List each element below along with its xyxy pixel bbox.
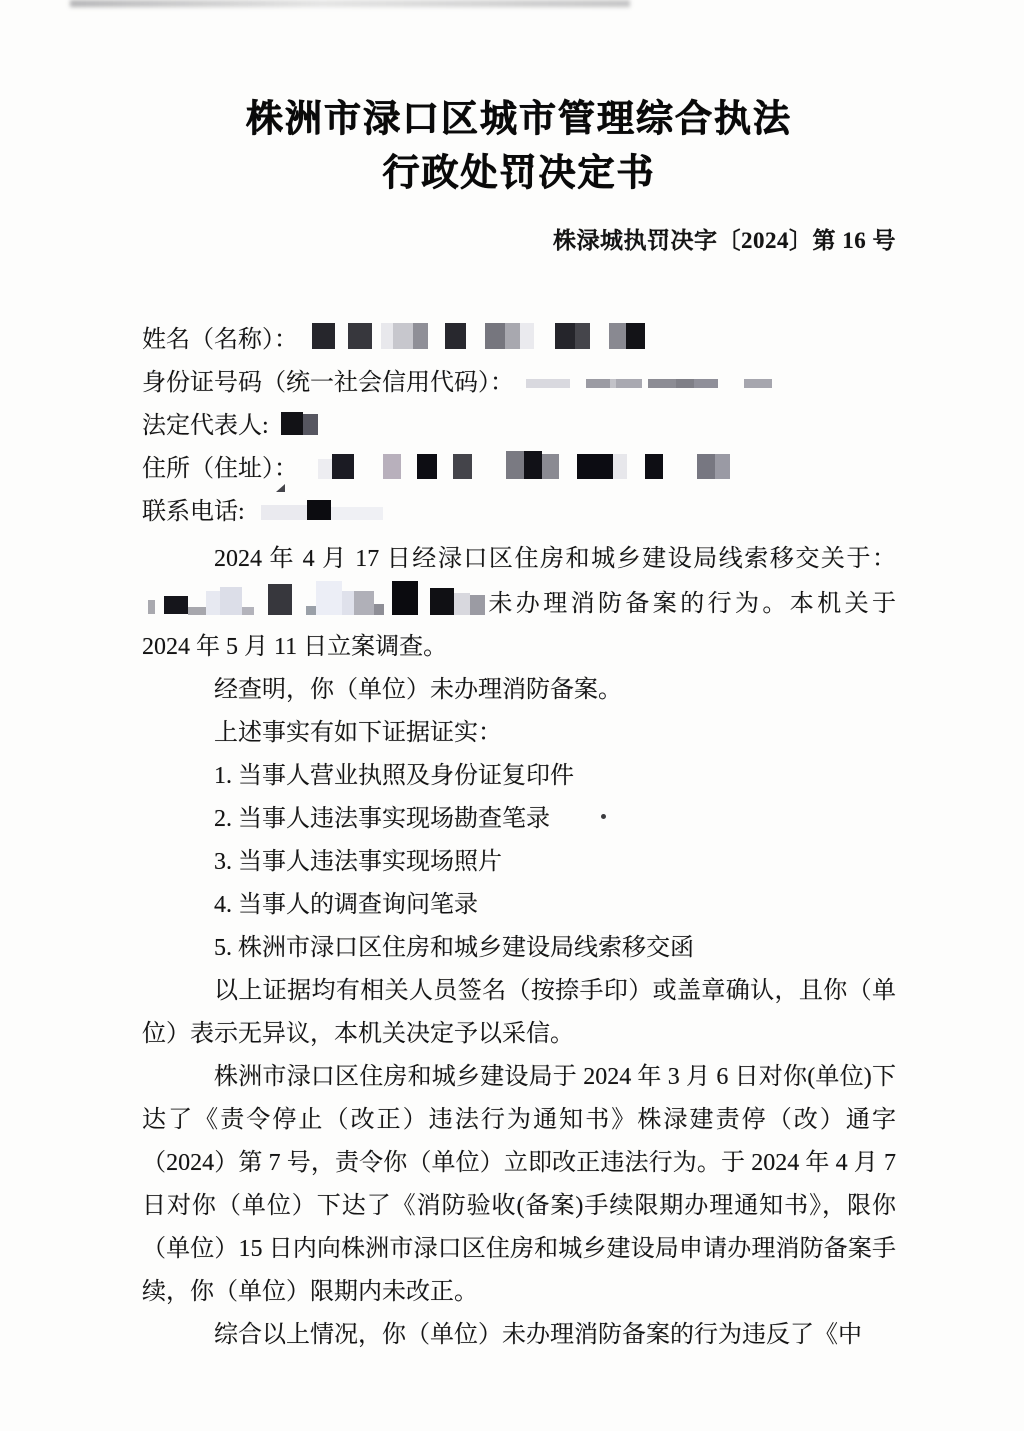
redaction-gap <box>418 585 430 615</box>
redaction-pixel-block <box>430 588 454 615</box>
redaction-pixel-block <box>520 323 534 349</box>
redaction-pixel-block <box>694 379 718 388</box>
redaction-gap <box>627 454 645 479</box>
redaction-pixel-block <box>268 584 292 615</box>
redaction-pixel-block <box>383 454 401 479</box>
redaction-pixel-block <box>318 459 332 479</box>
redaction-pixel-block <box>316 581 342 615</box>
paragraph-text: 1. 当事人营业执照及身份证复印件 <box>214 763 574 789</box>
redaction-pixel-block <box>485 323 505 349</box>
field-label: 联系电话: <box>142 499 245 525</box>
redaction-pixel-block <box>281 412 303 435</box>
redaction-pixel-block <box>470 595 485 615</box>
fields-section <box>142 319 896 534</box>
redaction-pixel-block <box>354 591 374 615</box>
document-title-line1: 株洲市渌口区城市管理综合执法 <box>246 98 792 139</box>
paragraph-text: 2. 当事人违法事实现场勘查笔录 <box>214 806 550 832</box>
redaction-pixel-block <box>575 323 590 349</box>
redaction-pixel-block <box>312 323 335 349</box>
redaction-pixel-block <box>381 323 393 349</box>
paragraph-text: 综合以上情况，你（单位）未办理消防备案的行为违反了《中 <box>214 1322 862 1348</box>
redaction-pixel-block <box>220 587 242 615</box>
redaction-pixel-block <box>586 379 610 388</box>
field-label: 住所（住址）： <box>142 456 298 482</box>
document-number: 株渌城执罚决字〔2024〕第 16 号 <box>553 228 896 253</box>
redaction-pixel-block <box>393 323 413 349</box>
redaction-pixel-block <box>613 454 627 479</box>
redaction-pixel-block <box>445 323 466 349</box>
redaction-gap <box>570 379 586 388</box>
redaction-pixel-block <box>413 323 428 349</box>
redaction-gap <box>534 323 555 349</box>
paragraph-text: 上述事实有如下证据证实： <box>214 720 502 746</box>
redaction-pixel-block <box>609 323 626 349</box>
redaction-pixel-block <box>348 323 372 349</box>
field-row <box>142 319 896 362</box>
redaction-gap <box>428 323 445 349</box>
redaction-gap <box>401 454 417 479</box>
redaction-pixel-block <box>331 507 383 520</box>
document-content <box>142 92 896 1357</box>
redaction-pixel-block <box>453 454 472 479</box>
redaction-pixel-block <box>526 379 570 388</box>
paragraph-text: 未办理消防备案的行为。本机关于 2024 年 5 月 11 日立案调查。 <box>142 591 896 660</box>
redaction-gap <box>372 323 381 349</box>
redaction-pixel-block <box>307 500 331 520</box>
redaction-pixel-block <box>188 607 206 615</box>
paragraph <box>142 712 896 755</box>
redaction-gap <box>437 454 453 479</box>
paragraph <box>142 927 896 970</box>
redaction-pixel-block <box>744 379 772 388</box>
redaction-pixel-block <box>505 323 520 349</box>
paragraph <box>142 755 896 798</box>
redacted-name <box>312 323 645 349</box>
redaction-pixel-block <box>524 451 542 479</box>
field-label: 身份证号码（统一社会信用代码）： <box>142 370 514 396</box>
redaction-pixel-block <box>332 454 354 479</box>
redaction-pixel-block <box>616 379 642 388</box>
paragraph-text: 4. 当事人的调查询问笔录 <box>214 892 478 918</box>
redaction-gap <box>718 379 744 388</box>
redaction-pixel-block <box>148 600 155 614</box>
field-label: 法定代表人: <box>142 413 269 439</box>
redacted-id_code <box>526 379 772 388</box>
paragraph <box>142 538 896 669</box>
paragraph-text: 经查明，你（单位）未办理消防备案。 <box>214 677 622 703</box>
field-row <box>142 448 896 491</box>
redaction-pixel-block <box>676 379 694 388</box>
redaction-gap <box>254 585 268 615</box>
redaction-pixel-block <box>306 606 316 615</box>
redaction-gap <box>590 323 609 349</box>
redacted-phone <box>261 500 383 520</box>
field-row <box>142 405 896 448</box>
redaction-pixel-block <box>555 323 575 349</box>
paragraph <box>142 798 896 841</box>
redaction-pixel-block <box>454 593 470 615</box>
redaction-pixel-block <box>648 379 676 388</box>
paragraph <box>142 669 896 712</box>
paragraph <box>142 1056 896 1314</box>
redaction-pixel-block <box>206 591 220 615</box>
redaction-gap <box>292 585 306 615</box>
redaction-gap <box>335 323 348 349</box>
field-row <box>142 362 896 405</box>
field-row <box>142 491 896 534</box>
redaction-pixel-block <box>697 454 715 479</box>
redaction-gap <box>559 454 577 479</box>
paragraph-text: 5. 株洲市渌口区住房和城乡建设局线索移交函 <box>214 935 694 961</box>
paragraph <box>142 884 896 927</box>
redaction-pixel-block <box>506 451 524 479</box>
paragraph <box>142 841 896 884</box>
redacted-address <box>318 451 730 479</box>
redaction-pixel-block <box>542 454 559 479</box>
redaction-pixel-block <box>626 323 645 349</box>
redaction-gap <box>472 454 506 479</box>
redaction-gap <box>384 585 392 615</box>
stray-triangle-artifact <box>276 484 285 492</box>
redacted-clue_line2 <box>188 581 485 615</box>
field-label: 姓名（名称）： <box>142 327 298 353</box>
redaction-pixel-block <box>261 505 307 520</box>
redaction-pixel-block <box>303 414 318 435</box>
redaction-pixel-block <box>374 604 384 615</box>
redaction-pixel-block <box>342 591 354 615</box>
redaction-pixel-block <box>417 454 437 479</box>
stray-dot-artifact <box>601 814 606 819</box>
redaction-gap <box>466 323 485 349</box>
redacted-legal_rep <box>281 412 318 435</box>
paragraph <box>142 1314 896 1357</box>
redaction-pixel-block <box>164 596 188 614</box>
redacted-clue_line1 <box>148 596 188 614</box>
paragraph-text: 以上证据均有相关人员签名（按捺手印）或盖章确认，且你（单位）表示无异议，本机关决定予以采信。 <box>142 978 896 1047</box>
document-body <box>142 538 896 1357</box>
paragraph-text: 株洲市渌口区住房和城乡建设局于 2024 年 3 月 6 日对你(单位)下达了《责令停止（改正）违法行为通知书》株渌建责停（改）通字（2024）第 7 号，责令你（单位）立即改正违法行为。于 2024 年 4 月 7 日对你（单位）下达了《消防验收(备案)手续限期办理通知书》，限你（单位）15 日内向株洲市渌口区住房和城乡建设局申请办理消防备案手续，你（单位）限期内未改正。 <box>142 1064 896 1305</box>
redaction-gap <box>663 454 697 479</box>
redaction-gap <box>354 454 383 479</box>
scan-edge-artifact <box>70 0 630 7</box>
paragraph <box>142 970 896 1056</box>
paragraph-text: 2024 年 4 月 17 日经渌口区住房和城乡建设局线索移交关于： <box>214 546 896 572</box>
redaction-pixel-block <box>715 454 730 479</box>
redaction-gap <box>155 596 164 614</box>
redaction-pixel-block <box>392 581 418 615</box>
redaction-pixel-block <box>645 454 663 479</box>
paragraph-text: 3. 当事人违法事实现场照片 <box>214 849 502 875</box>
redaction-pixel-block <box>577 454 613 479</box>
document-title-line2: 行政处罚决定书 <box>382 152 656 193</box>
redaction-pixel-block <box>242 607 254 615</box>
